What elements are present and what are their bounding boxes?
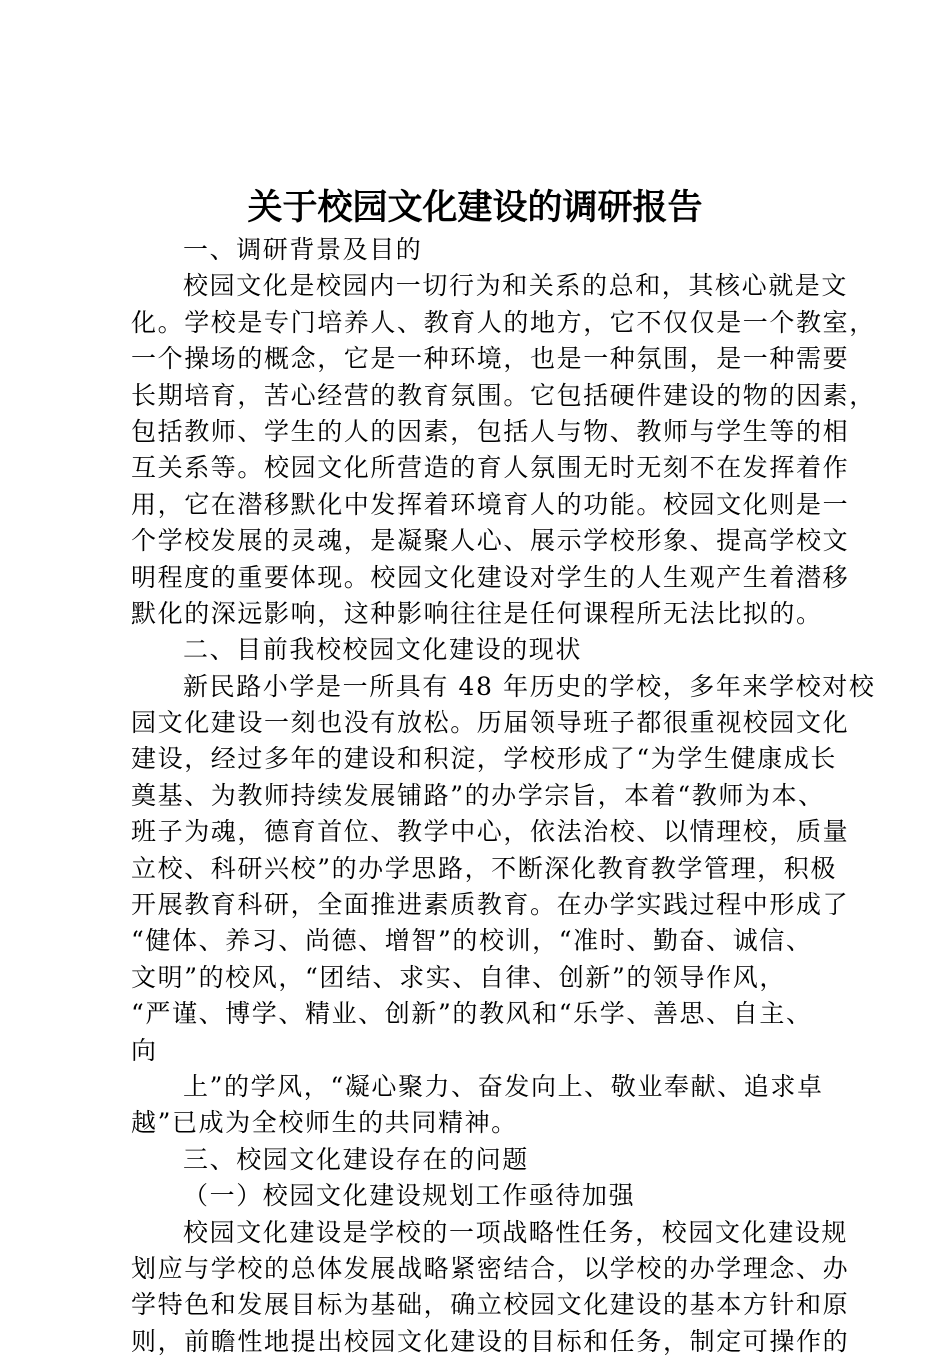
body-line: 新民路小学是一所具有 48 年历史的学校，多年来学校对校	[183, 671, 876, 701]
body-line: 化。学校是专门培养人、教育人的地方，它不仅仅是一个教室，	[131, 307, 876, 337]
document-title: 关于校园文化建设的调研报告	[247, 187, 703, 228]
body-line: 向	[131, 1035, 158, 1065]
body-line: 立校、科研兴校”的办学思路，不断深化教育教学管理，积极	[131, 853, 837, 883]
body-line: 划应与学校的总体发展战略紧密结合，以学校的办学理念、办	[131, 1253, 850, 1283]
body-line: “健体、养习、尚德、增智”的校训，“准时、勤奋、诚信、	[131, 926, 813, 956]
body-line: 校园文化建设是学校的一项战略性任务，校园文化建设规	[183, 1217, 849, 1247]
body-line: 学特色和发展目标为基础，确立校园文化建设的基本方针和原	[131, 1290, 850, 1320]
body-line: 默化的深远影响，这种影响往往是任何课程所无法比拟的。	[131, 598, 823, 628]
body-line: 文明”的校风，“团结、求实、自律、创新”的领导作风，	[131, 962, 786, 992]
body-line: 用，它在潜移默化中发挥着环境育人的功能。校园文化则是一	[131, 489, 850, 519]
body-line: 上”的学风，“凝心聚力、奋发向上、敬业奉献、追求卓	[183, 1071, 824, 1101]
body-line: “严谨、博学、精业、创新”的教风和“乐学、善思、自主、	[131, 999, 813, 1029]
body-line: 奠基、为教师持续发展铺路”的办学宗旨，本着“教师为本、	[131, 780, 825, 810]
body-line: 长期培育，苦心经营的教育氛围。它包括硬件建设的物的因素，	[131, 380, 876, 410]
body-line: （一）校园文化建设规划工作亟待加强	[183, 1181, 636, 1211]
body-line: 越”已成为全校师生的共同精神。	[131, 1108, 518, 1138]
body-line: 明程度的重要体现。校园文化建设对学生的人生观产生着潜移	[131, 562, 850, 592]
body-line: 三、校园文化建设存在的问题	[183, 1144, 529, 1174]
body-line: 包括教师、学生的人的因素，包括人与物、教师与学生等的相	[131, 416, 850, 446]
body-line: 互关系等。校园文化所营造的育人氛围无时无刻不在发挥着作	[131, 453, 850, 483]
body-line: 班子为魂，德育首位、教学中心，依法治校、以情理校，质量	[131, 817, 850, 847]
body-line: 一、调研背景及目的	[183, 235, 423, 264]
body-line: 则，前瞻性地提出校园文化建设的目标和任务，制定可操作的	[131, 1326, 850, 1356]
body-line: 建设，经过多年的建设和积淀，学校形成了“为学生健康成长	[131, 744, 837, 774]
body-line: 园文化建设一刻也没有放松。历届领导班子都很重视校园文化	[131, 708, 850, 738]
body-line: 个学校发展的灵魂，是凝聚人心、展示学校形象、提高学校文	[131, 526, 850, 556]
document-body	[131, 232, 876, 1360]
body-line: 一个操场的概念，它是一种环境，也是一种氛围，是一种需要	[131, 344, 850, 374]
body-line: 校园文化是校园内一切行为和关系的总和，其核心就是文	[183, 271, 849, 301]
body-line: 二、目前我校校园文化建设的现状	[183, 635, 583, 665]
body-line: 开展教育科研，全面推进素质教育。在办学实践过程中形成了	[131, 890, 850, 920]
